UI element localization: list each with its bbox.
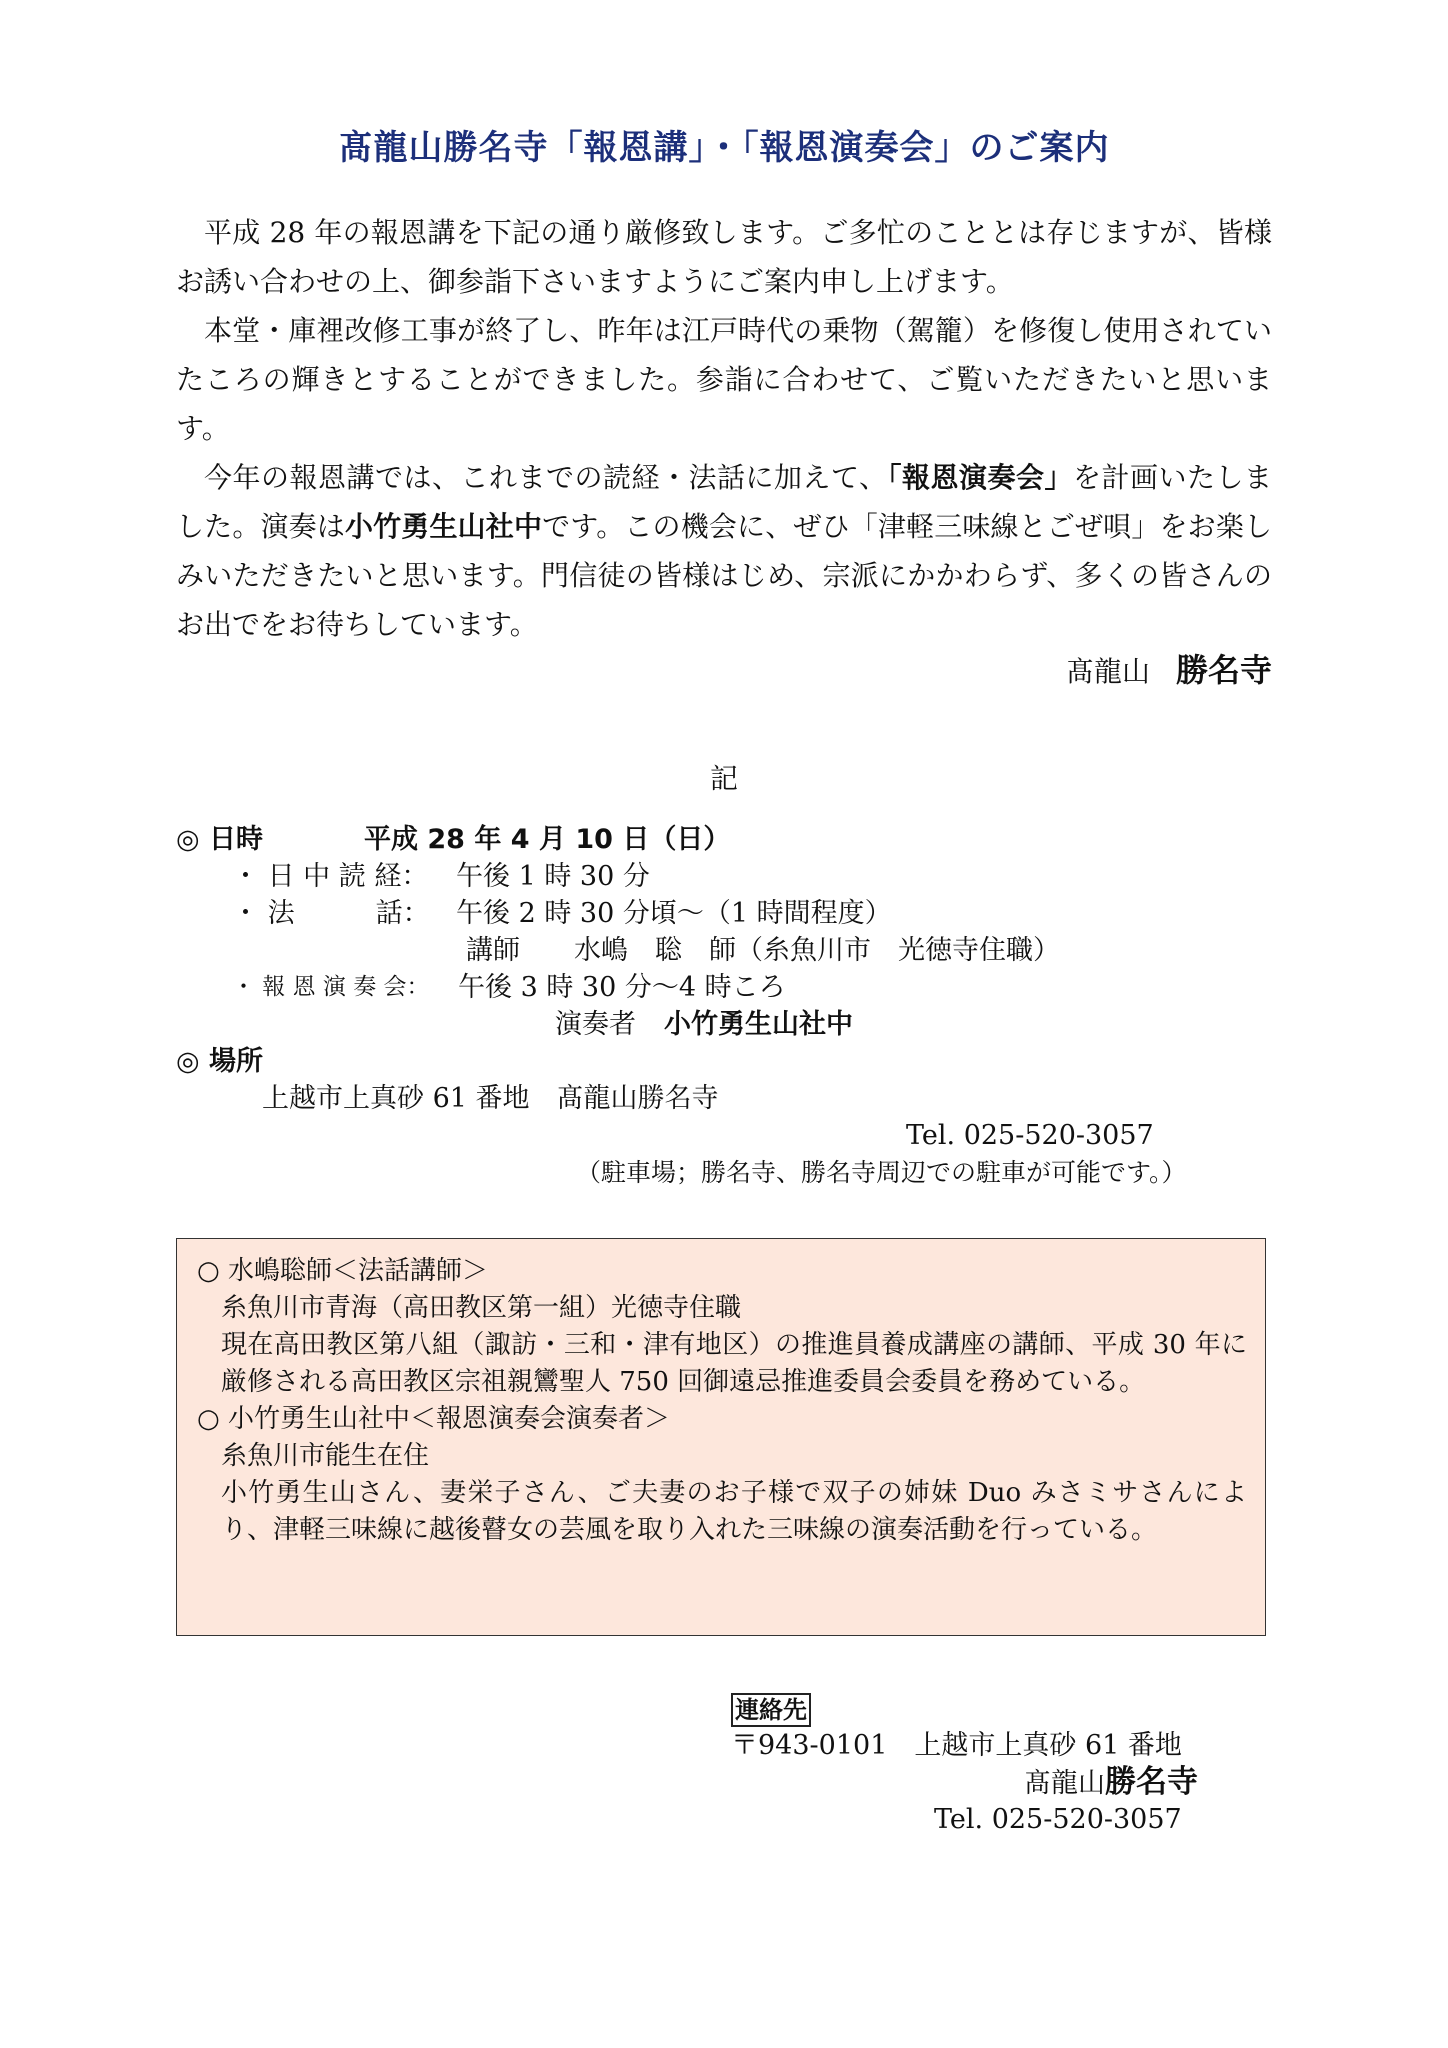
schedule-item-label: ・ 法 話： xyxy=(232,898,430,929)
intro-p3-e: です。この機会に、ぜひ「津軽三味線とごぜ唄」をお楽しみいただきたいと思います。門信徒の皆様はじめ、宗派にかかわらず、多くの皆さんのお出でをお待ちしています。 xyxy=(176,510,1272,641)
signature-temple: 勝名寺 xyxy=(1175,651,1272,689)
ki-heading: 記 xyxy=(709,762,738,795)
parking-note: （駐車場；勝名寺、勝名寺周辺での駐車が可能です。） xyxy=(576,1158,1187,1187)
signature-mountain: 髙龍山 xyxy=(1065,655,1150,688)
profile-2-line2: 小竹勇生山さん、妻栄子さん、ご夫妻のお子様で双子の姉妹 Duo みさミサさんにより、津軽三味線に越後瞽女の芸風を取り入れた三味線の演奏活動を行っている。 xyxy=(221,1478,1247,1545)
schedule-item-value: 午後 3 時 30 分〜4 時ころ xyxy=(458,972,786,1003)
profile-1-line2: 現在高田教区第八組（諏訪・三和・津有地区）の推進員養成講座の講師、平成 30 年に厳修される高田教区宗祖親鸞聖人 750 回御遠忌推進委員会委員を務めている。 xyxy=(221,1330,1247,1397)
date-heading: ◎ 日時 xyxy=(176,824,263,855)
intro-p3-c: を計画いたしました。演奏は xyxy=(176,461,1272,543)
schedule-item-value: 午後 2 時 30 分頃〜（1 時間程度） xyxy=(456,898,892,929)
place-address: 上越市上真砂 61 番地 髙龍山勝名寺 xyxy=(262,1083,719,1114)
intro-paragraph-3 xyxy=(176,453,1272,649)
contact-label: 連絡先 xyxy=(731,1693,811,1727)
intro-p3-highlight-concert: 「報恩演奏会」 xyxy=(887,461,1073,494)
performer-label: 演奏者 xyxy=(555,1009,636,1040)
performer-name: 小竹勇生山社中 xyxy=(664,1009,853,1040)
schedule-item-value: 午後 1 時 30 分 xyxy=(456,861,650,892)
schedule-item-label: ・ 日 中 読 経： xyxy=(232,861,429,892)
profile-1-line1: 糸魚川市青海（高田教区第一組）光徳寺住職 xyxy=(221,1293,742,1323)
intro-p3-highlight-performer: 小竹勇生山社中 xyxy=(344,510,543,543)
intro-p3-a: 今年の報恩講では、これまでの読経・法話に加えて、 xyxy=(204,461,888,494)
profile-box xyxy=(176,1238,1266,1636)
intro-paragraph-1: 平成 28 年の報恩講を下記の通り厳修致します。ご多忙のこととは存じますが、皆様お誘い合わせの上、御参詣下さいますようにご案内申し上げます。 xyxy=(176,216,1272,298)
intro-text xyxy=(176,208,1272,649)
contact-mountain: 髙龍山 xyxy=(1024,1768,1105,1799)
profile-2-line1: 糸魚川市能生在住 xyxy=(221,1441,430,1471)
date-value: 平成 28 年 4 月 10 日（日） xyxy=(364,824,731,855)
page-title: 髙龍山勝名寺「報恩講」・「報恩演奏会」のご案内 xyxy=(338,128,1110,168)
lecturer-line: 講師 水嶋 聡 師（糸魚川市 光徳寺住職） xyxy=(466,935,1060,966)
profile-1-heading: ○ 水嶋聡師＜法話講師＞ xyxy=(197,1256,488,1286)
schedule-item-label: ・ 報 恩 演 奏 会： xyxy=(232,974,430,1000)
place-heading: ◎ 場所 xyxy=(176,1046,263,1077)
intro-paragraph-2: 本堂・庫裡改修工事が終了し、昨年は江戸時代の乗物（駕籠）を修復し使用されていたころの輝きとすることができました。参詣に合わせて、ご覧いただきたいと思います。 xyxy=(176,314,1272,445)
contact-tel: Tel. 025-520-3057 xyxy=(934,1804,1182,1835)
place-tel: Tel. 025-520-3057 xyxy=(906,1120,1154,1151)
profile-2-heading: ○ 小竹勇生山社中＜報恩演奏会演奏者＞ xyxy=(197,1404,670,1434)
contact-address: 〒943-0101 上越市上真砂 61 番地 xyxy=(731,1730,1182,1761)
contact-temple xyxy=(1024,1764,1198,1802)
signature xyxy=(1066,645,1272,691)
performer-line xyxy=(555,1006,853,1043)
contact-temple-name: 勝名寺 xyxy=(1105,1764,1198,1800)
